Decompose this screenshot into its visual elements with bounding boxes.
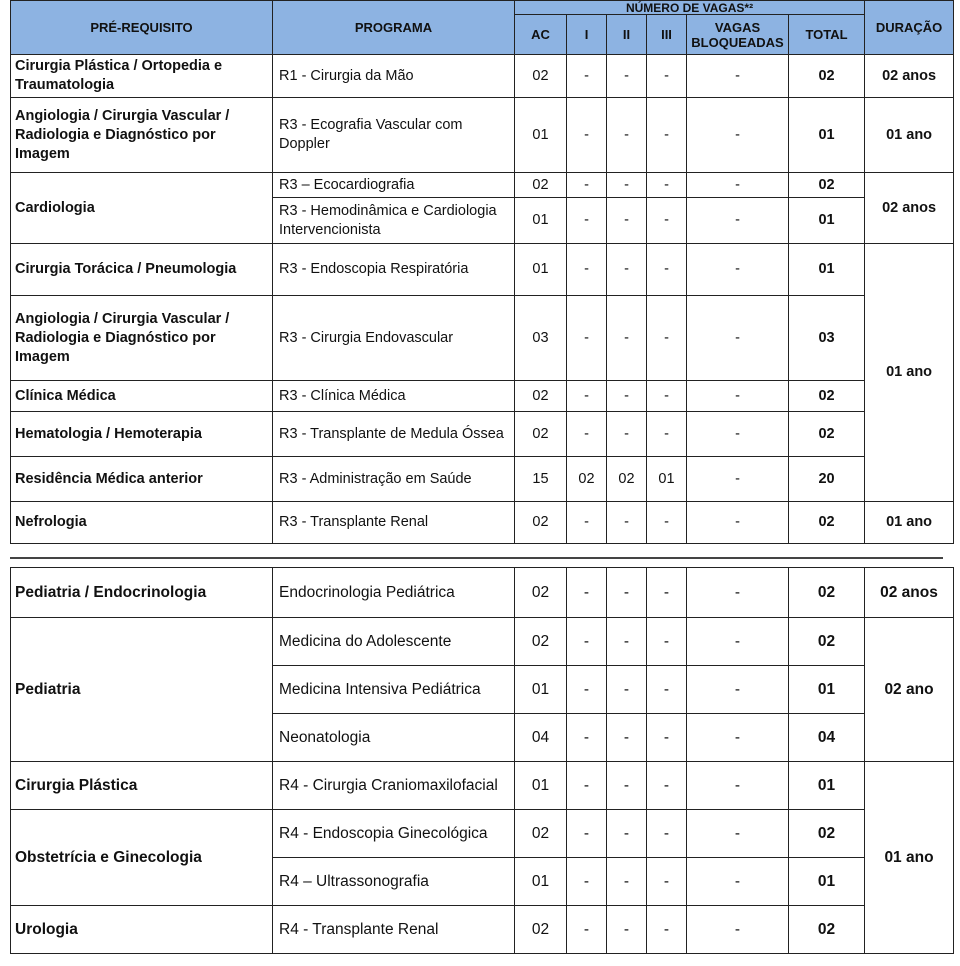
total-cell: 02 <box>789 568 865 618</box>
ac-cell: 04 <box>515 714 567 762</box>
i-cell: - <box>567 198 607 244</box>
ac-cell: 15 <box>515 457 567 502</box>
ii-cell: - <box>607 502 647 544</box>
program-cell: Medicina Intensiva Pediátrica <box>273 666 515 714</box>
ac-cell: 02 <box>515 906 567 954</box>
i-cell: - <box>567 568 607 618</box>
prerequisite-cell: Clínica Médica <box>11 381 273 412</box>
blocked-cell: - <box>687 762 789 810</box>
program-cell: Neonatologia <box>273 714 515 762</box>
ii-cell: - <box>607 762 647 810</box>
prerequisite-cell: Cirurgia Torácica / Pneumologia <box>11 244 273 296</box>
iii-cell: - <box>647 381 687 412</box>
iii-cell: - <box>647 502 687 544</box>
header-programa: PROGRAMA <box>273 1 515 55</box>
total-cell: 02 <box>789 618 865 666</box>
iii-cell: 01 <box>647 457 687 502</box>
blocked-cell: - <box>687 714 789 762</box>
program-cell: R4 - Transplante Renal <box>273 906 515 954</box>
header-ac: AC <box>515 15 567 55</box>
total-cell: 01 <box>789 666 865 714</box>
blocked-cell: - <box>687 666 789 714</box>
ii-cell: - <box>607 666 647 714</box>
program-cell: R3 – Ecocardiografia <box>273 173 515 198</box>
duration-cell: 02 anos <box>865 568 954 618</box>
iii-cell: - <box>647 618 687 666</box>
ii-cell: - <box>607 858 647 906</box>
program-cell: R3 - Ecografia Vascular com Doppler <box>273 98 515 173</box>
header-numero-vagas: NÚMERO DE VAGAS*² <box>515 1 865 15</box>
vacancies-table-1 <box>10 0 954 544</box>
total-cell: 20 <box>789 457 865 502</box>
header-total: TOTAL <box>789 15 865 55</box>
i-cell: - <box>567 296 607 381</box>
duration-cell: 02 anos <box>865 55 954 98</box>
i-cell: - <box>567 618 607 666</box>
iii-cell: - <box>647 810 687 858</box>
i-cell: 02 <box>567 457 607 502</box>
total-cell: 02 <box>789 381 865 412</box>
ac-cell: 01 <box>515 762 567 810</box>
blocked-cell: - <box>687 98 789 173</box>
blocked-cell: - <box>687 55 789 98</box>
table-row <box>11 457 954 502</box>
ii-cell: - <box>607 714 647 762</box>
ii-cell: - <box>607 618 647 666</box>
prerequisite-cell: Cirurgia Plástica / Ortopedia e Traumatologia <box>11 55 273 98</box>
prerequisite-cell: Cardiologia <box>11 173 273 244</box>
blocked-cell: - <box>687 568 789 618</box>
ii-cell: - <box>607 810 647 858</box>
ac-cell: 01 <box>515 98 567 173</box>
program-cell: R3 - Clínica Médica <box>273 381 515 412</box>
vacancies-table-2 <box>10 567 954 954</box>
blocked-cell: - <box>687 618 789 666</box>
program-cell: R3 - Hemodinâmica e Cardiologia Intervencionista <box>273 198 515 244</box>
header-ii: II <box>607 15 647 55</box>
iii-cell: - <box>647 762 687 810</box>
total-cell: 01 <box>789 98 865 173</box>
i-cell: - <box>567 244 607 296</box>
i-cell: - <box>567 55 607 98</box>
program-cell: Medicina do Adolescente <box>273 618 515 666</box>
duration-cell: 02 anos <box>865 173 954 244</box>
blocked-cell: - <box>687 412 789 457</box>
i-cell: - <box>567 714 607 762</box>
ac-cell: 02 <box>515 810 567 858</box>
total-cell: 02 <box>789 502 865 544</box>
program-cell: R3 - Cirurgia Endovascular <box>273 296 515 381</box>
total-cell: 02 <box>789 810 865 858</box>
prerequisite-cell: Obstetrícia e Ginecologia <box>11 810 273 906</box>
total-cell: 01 <box>789 762 865 810</box>
iii-cell: - <box>647 568 687 618</box>
blocked-cell: - <box>687 198 789 244</box>
prerequisite-cell: Pediatria / Endocrinologia <box>11 568 273 618</box>
prerequisite-cell: Residência Médica anterior <box>11 457 273 502</box>
header-i: I <box>567 15 607 55</box>
table-row <box>11 55 954 98</box>
ac-cell: 03 <box>515 296 567 381</box>
i-cell: - <box>567 98 607 173</box>
blocked-cell: - <box>687 457 789 502</box>
total-cell: 02 <box>789 173 865 198</box>
ac-cell: 02 <box>515 502 567 544</box>
ac-cell: 02 <box>515 618 567 666</box>
iii-cell: - <box>647 714 687 762</box>
total-cell: 03 <box>789 296 865 381</box>
table-row <box>11 618 954 666</box>
ii-cell: - <box>607 906 647 954</box>
program-cell: R4 – Ultrassonografia <box>273 858 515 906</box>
ii-cell: - <box>607 98 647 173</box>
ii-cell: - <box>607 244 647 296</box>
ac-cell: 02 <box>515 55 567 98</box>
table-row <box>11 173 954 198</box>
table-row <box>11 906 954 954</box>
ac-cell: 01 <box>515 244 567 296</box>
prerequisite-cell: Urologia <box>11 906 273 954</box>
prerequisite-cell: Pediatria <box>11 618 273 762</box>
blocked-cell: - <box>687 296 789 381</box>
table-row <box>11 244 954 296</box>
table-row <box>11 502 954 544</box>
i-cell: - <box>567 173 607 198</box>
table-row <box>11 568 954 618</box>
ii-cell: - <box>607 381 647 412</box>
prerequisite-cell: Angiologia / Cirurgia Vascular / Radiologia e Diagnóstico por Imagem <box>11 98 273 173</box>
i-cell: - <box>567 906 607 954</box>
blocked-cell: - <box>687 173 789 198</box>
duration-cell: 01 ano <box>865 98 954 173</box>
program-cell: R3 - Transplante Renal <box>273 502 515 544</box>
header-prerequisito: PRÉ-REQUISITO <box>11 1 273 55</box>
program-cell: R4 - Cirurgia Craniomaxilofacial <box>273 762 515 810</box>
total-cell: 04 <box>789 714 865 762</box>
table-row <box>11 762 954 810</box>
header-duracao: DURAÇÃO <box>865 1 954 55</box>
ii-cell: 02 <box>607 457 647 502</box>
ii-cell: - <box>607 173 647 198</box>
page-separator <box>10 557 943 559</box>
program-cell: R3 - Transplante de Medula Óssea <box>273 412 515 457</box>
iii-cell: - <box>647 55 687 98</box>
i-cell: - <box>567 502 607 544</box>
prerequisite-cell: Angiologia / Cirurgia Vascular / Radiologia e Diagnóstico por Imagem <box>11 296 273 381</box>
ii-cell: - <box>607 412 647 457</box>
program-cell: R4 - Endoscopia Ginecológica <box>273 810 515 858</box>
ac-cell: 01 <box>515 666 567 714</box>
total-cell: 02 <box>789 412 865 457</box>
blocked-cell: - <box>687 858 789 906</box>
iii-cell: - <box>647 906 687 954</box>
i-cell: - <box>567 412 607 457</box>
iii-cell: - <box>647 412 687 457</box>
table-row <box>11 296 954 381</box>
blocked-cell: - <box>687 810 789 858</box>
total-cell: 01 <box>789 858 865 906</box>
ii-cell: - <box>607 198 647 244</box>
prerequisite-cell: Nefrologia <box>11 502 273 544</box>
duration-cell: 01 ano <box>865 762 954 954</box>
prerequisite-cell: Cirurgia Plástica <box>11 762 273 810</box>
total-cell: 01 <box>789 244 865 296</box>
ac-cell: 01 <box>515 858 567 906</box>
iii-cell: - <box>647 296 687 381</box>
total-cell: 02 <box>789 55 865 98</box>
i-cell: - <box>567 666 607 714</box>
i-cell: - <box>567 858 607 906</box>
program-cell: Endocrinologia Pediátrica <box>273 568 515 618</box>
i-cell: - <box>567 381 607 412</box>
iii-cell: - <box>647 173 687 198</box>
duration-cell: 01 ano <box>865 502 954 544</box>
table-row <box>11 381 954 412</box>
ac-cell: 01 <box>515 198 567 244</box>
table-row <box>11 412 954 457</box>
blocked-cell: - <box>687 244 789 296</box>
ii-cell: - <box>607 55 647 98</box>
blocked-cell: - <box>687 502 789 544</box>
program-cell: R1 - Cirurgia da Mão <box>273 55 515 98</box>
ac-cell: 02 <box>515 381 567 412</box>
i-cell: - <box>567 810 607 858</box>
ii-cell: - <box>607 568 647 618</box>
total-cell: 02 <box>789 906 865 954</box>
table-row <box>11 98 954 173</box>
ac-cell: 02 <box>515 173 567 198</box>
duration-cell: 02 ano <box>865 618 954 762</box>
iii-cell: - <box>647 244 687 296</box>
header-iii: III <box>647 15 687 55</box>
i-cell: - <box>567 762 607 810</box>
ii-cell: - <box>607 296 647 381</box>
duration-cell: 01 ano <box>865 244 954 502</box>
blocked-cell: - <box>687 381 789 412</box>
iii-cell: - <box>647 666 687 714</box>
iii-cell: - <box>647 198 687 244</box>
ac-cell: 02 <box>515 412 567 457</box>
total-cell: 01 <box>789 198 865 244</box>
table-row <box>11 810 954 858</box>
iii-cell: - <box>647 858 687 906</box>
program-cell: R3 - Endoscopia Respiratória <box>273 244 515 296</box>
blocked-cell: - <box>687 906 789 954</box>
iii-cell: - <box>647 98 687 173</box>
header-vagas-bloqueadas: VAGAS BLOQUEADAS <box>687 15 789 55</box>
program-cell: R3 - Administração em Saúde <box>273 457 515 502</box>
ac-cell: 02 <box>515 568 567 618</box>
prerequisite-cell: Hematologia / Hemoterapia <box>11 412 273 457</box>
